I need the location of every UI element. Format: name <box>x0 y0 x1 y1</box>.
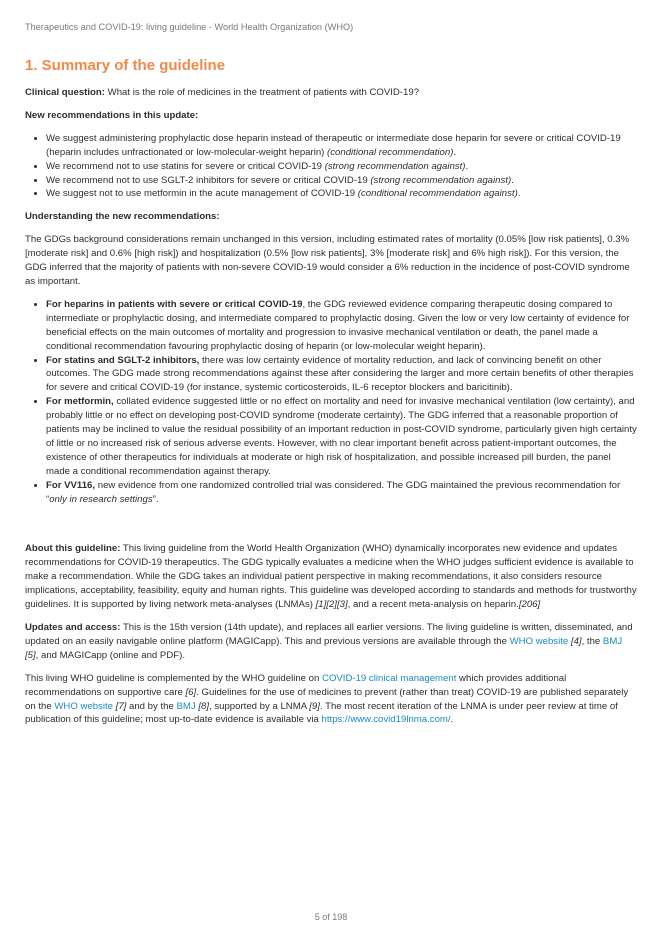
list-item-text: new evidence from one randomized controlled trial was considered. The GDG maintained the previous recommendation for “ <box>46 479 621 505</box>
list-item-end: ”. <box>152 493 159 505</box>
clinical-question-text: What is the role of medicines in the treatment of patients with COVID-19? <box>104 87 420 98</box>
list-item <box>46 160 637 174</box>
citation-ref[interactable]: [8] <box>198 700 209 712</box>
complement-text: which provides additional recommendations on supportive care <box>25 672 567 698</box>
list-item-lead: For heparins in patients with severe or critical COVID-19 <box>46 298 303 310</box>
citation-ref[interactable]: [7] <box>115 700 127 712</box>
recommendation-strength: (conditional recommendation) <box>327 146 454 158</box>
about-text: This living guideline from the World Health Organization (WHO) dynamically incorporates new evidence and updates recommendations for COVID-19 therapeutics. The GDG typically evaluates a medicine when the WHO judges sufficient evidence is available to make a recommendation. While the GDG takes an individual patient perspective in making recommendations, it also considers resource implications, acceptability, feasibility, equity and human rights. This guideline was developed according to standards and methods for trustworthy guidelines. It is supported by living network meta-analyses (LNMAs) <box>25 543 637 611</box>
list-item-text: , the GDG reviewed evidence comparing therapeutic dosing compared to intermediate or prophylactic dosing, and intermediate compared to prophylactic dosing. Given the low or very low certainty of evidence for beneficial effects on the main outcomes of mortality and progression to invasive mechanical ventilation or death, the panel made a conditional recommendation favouring prophylactic dosing of heparin (or low-molecular weight heparin). <box>46 298 630 352</box>
list-item-end: . <box>465 160 469 172</box>
new-recommendations-heading: New recommendations in this update: <box>25 109 199 121</box>
complement-end: . <box>450 714 454 726</box>
list-item-text: We recommend not to use SGLT-2 inhibitors for severe or critical COVID-19 <box>46 174 371 186</box>
recommendation-strength: (conditional recommendation against) <box>357 188 518 200</box>
citation-ref[interactable]: [9] <box>309 700 320 712</box>
understanding-list <box>25 298 637 507</box>
about-label: About this guideline: <box>25 543 121 555</box>
list-item-quote: only in research settings <box>49 493 153 505</box>
citation-refs[interactable]: [1][2][3] <box>315 599 348 611</box>
clinical-management-link[interactable]: COVID-19 clinical management <box>322 672 457 684</box>
understanding-heading: Understanding the new recommendations: <box>25 211 220 223</box>
list-item-end: . <box>453 146 457 158</box>
list-item-lead: For metformin, <box>46 396 114 408</box>
clinical-question <box>25 86 637 100</box>
updates-paragraph <box>25 621 637 663</box>
bmj-link[interactable]: BMJ <box>176 700 196 712</box>
clinical-question-label: Clinical question: <box>25 87 105 98</box>
complement-text: , supported by a LNMA <box>209 700 310 712</box>
recommendation-strength: (strong recommendation against) <box>370 174 512 186</box>
list-item <box>46 132 637 160</box>
lnma-url-link[interactable]: https://www.covid19lnma.com/ <box>321 714 451 726</box>
list-item <box>46 354 637 396</box>
about-paragraph <box>25 542 637 612</box>
who-website-link[interactable]: WHO website <box>54 700 113 712</box>
updates-label: Updates and access: <box>25 622 121 633</box>
updates-end: , and MAGICapp (online and PDF). <box>35 649 185 661</box>
complement-text: . The most recent iteration of the LNMA is under peer review at time of publication of this guideline; most up-to-date evidence is available via <box>25 700 618 726</box>
citation-ref[interactable]: [5] <box>25 649 36 661</box>
running-header: Therapeutics and COVID-19: living guideline - World Health Organization (WHO) <box>25 22 354 32</box>
list-item-text: there was low certainty evidence of mortality reduction, and lack of convincing benefit on other outcomes. The GDG made strong recommendations against these after considering the larger and more certain benefits of other therapies for severe and critical COVID-19 (for instance, systemic corticosteroids, IL-6 receptor blockers and baricitinib). <box>46 354 634 394</box>
list-item-end: . <box>517 188 521 200</box>
understanding-intro: The GDGs background considerations remain unchanged in this version, including estimated rates of mortality (0.05% [low risk patients], 0.3% [moderate risk] and 0.6% [high risk]) and hospitalization (0.5% [low risk patients], 3% [moderate risk] and 6% high risk]). For this version, the GDG inferred that the majority of patients with non-severe COVID-19 would consider a 6% reduction in the incidence of post-COVID syndrome as important. <box>25 234 630 287</box>
citation-ref[interactable]: [206] <box>518 599 541 611</box>
complement-text: . Guidelines for the use of medicines to prevent (rather than treat) COVID-19 are published separately on the <box>25 686 629 712</box>
list-item-text: We suggest administering prophylactic dose heparin instead of therapeutic or intermediate dose heparin for severe or critical COVID-19 (heparin includes unfractionated or low-molecular-weight heparin) <box>46 132 621 158</box>
about-text-2: , and a recent meta-analysis on heparin. <box>347 599 519 611</box>
section-title: 1. Summary of the guideline <box>25 57 226 74</box>
list-item <box>46 298 637 354</box>
new-recommendations-list <box>25 132 637 202</box>
citation-ref[interactable]: [4] <box>570 635 582 647</box>
list-item-end: . <box>511 174 514 186</box>
citation-ref[interactable]: [6] <box>185 686 197 698</box>
list-item-lead: For statins and SGLT-2 inhibitors, <box>46 354 200 366</box>
list-item-text: collated evidence suggested little or no effect on mortality and need for invasive mechanical ventilation (low certainty), and probably little or no effect on developing post-COVID syndrome (moderate certainty). The GDG inferred that a reasonable proportion of patients may be inclined to value the residual possibility of an important reduction in post-COVID syndrome, particularly given high certainty of little or no increased risk of serious adverse events. However, with no clear important benefit across patient-important outcomes, the existence of other therapeutics for individuals at moderate or high risk of hospitalization, and possible increased pill burden, the panel made a conditional recommendation against therapy. <box>46 396 637 477</box>
recommendation-strength: (strong recommendation against) <box>324 160 466 172</box>
bmj-link[interactable]: BMJ <box>602 635 623 647</box>
list-item <box>46 479 637 507</box>
list-item <box>46 395 637 478</box>
list-item-text: We suggest not to use metformin in the acute management of COVID-19 <box>46 188 358 200</box>
complement-paragraph <box>25 672 637 728</box>
list-item <box>46 174 637 188</box>
complement-text: and by the <box>126 700 177 712</box>
complement-text: This living WHO guideline is complemented by the WHO guideline on <box>25 672 323 684</box>
document-body <box>25 56 637 736</box>
who-website-link[interactable]: WHO website <box>509 635 569 647</box>
page-number: 5 of 198 <box>314 912 348 922</box>
updates-text: This is the 15th version (14th update), and replaces all earlier versions. The living guideline is written, disseminated, and updated on an easily navigable online platform (MAGICapp). This and previous versions are available through the <box>25 622 633 647</box>
updates-separator: , the <box>581 635 603 647</box>
list-item-lead: For VV116, <box>46 479 96 491</box>
spacer <box>25 515 637 542</box>
list-item <box>46 187 637 201</box>
list-item-text: We recommend not to use statins for severe or critical COVID-19 <box>46 160 325 172</box>
